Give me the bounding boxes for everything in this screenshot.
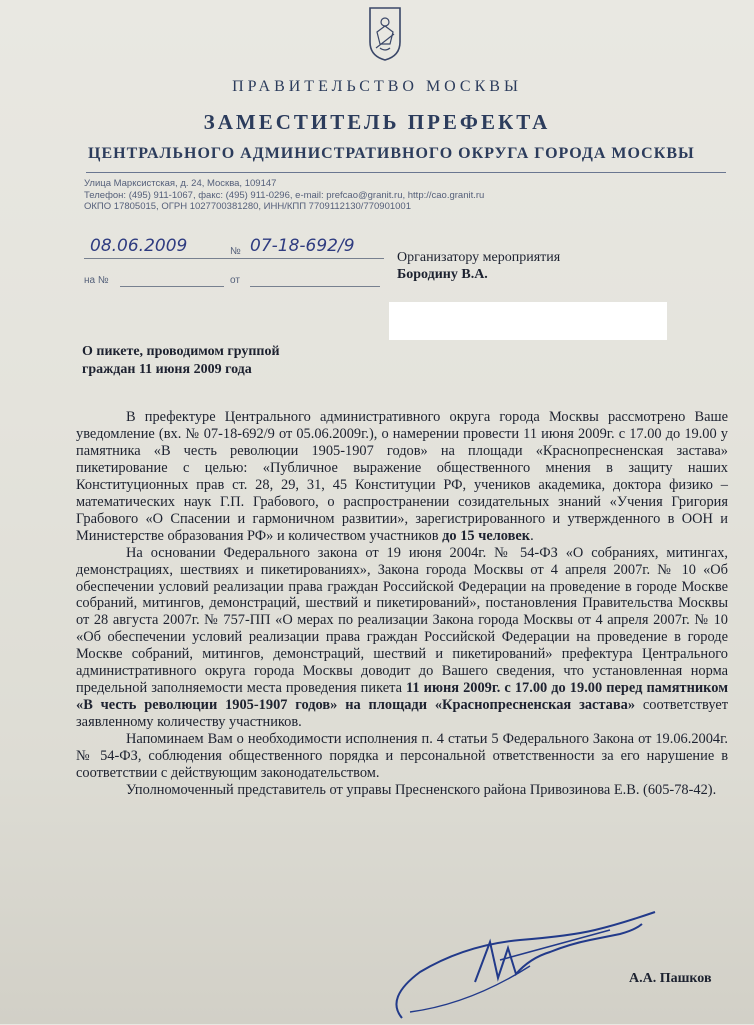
ref-number-label: на № xyxy=(84,275,109,286)
letter-body xyxy=(76,409,728,799)
paragraph-1: В префектуре Центрального административного округа города Москвы рассмотрено Ваше уведомление (вх. № 07-18-692/9 от 05.06.2009г.), о намерении провести 11 июня 2009г. с 17.00 до 19.00 у памятника «В честь революции 1905-1907 годов» на площади «Краснопресненская застава» пикетирование с целью: «Публичное выражение общественного мнения в защиту наших Конституционных прав ст. 28, 29, 31, 45 Конституции РФ, учеников академика, доктора физико – математических наук Г.П. Грабового, о распространении созидательных знаний «Учения Григория Грабового «О Спасении и гармоничном развитии», зарегистрированного и утвержденного в ООН и Министерстве образования РФ» и количеством участников до 15 человек. xyxy=(76,409,728,544)
ref-number-line xyxy=(120,286,224,287)
header-divider xyxy=(86,172,726,173)
recipient-name: Бородину В.А. xyxy=(397,267,488,282)
ref-date-label: от xyxy=(230,275,240,286)
reg-underline xyxy=(84,258,384,259)
subject-line-2: граждан 11 июня 2009 года xyxy=(82,362,252,377)
subject-line-1: О пикете, проводимом группой xyxy=(82,344,280,359)
signatory-name: А.А. Пашков xyxy=(629,971,712,986)
reg-number-label: № xyxy=(230,246,241,257)
paragraph-3: Напоминаем Вам о необходимости исполнения п. 4 статьи 5 Федерального Закона от 19.06.2004г. № 54-ФЗ, соблюдения общественного порядка и персональной ответственности за его нарушение в соответствии с действующим законодательством. xyxy=(76,731,728,782)
reg-date: 08.06.2009 xyxy=(90,236,188,256)
letter-subject xyxy=(82,343,280,379)
reg-number: 07-18-692/9 xyxy=(250,236,355,256)
header-contacts xyxy=(84,178,484,213)
handwritten-signature xyxy=(380,900,680,1025)
codes-line: ОКПО 17805015, ОГРН 1027700381280, ИНН/КПП 7709112130/770901001 xyxy=(84,201,411,212)
paragraph-4: Уполномоченный представитель от управы Пресненского района Привозинова Е.В. (605-78-42). xyxy=(126,781,717,798)
address-line: Улица Марксистская, д. 24, Москва, 109147 xyxy=(84,178,277,189)
header-government: ПРАВИТЕЛЬСТВО МОСКВЫ xyxy=(232,78,522,95)
phone-line: Телефон: (495) 911-1067, факс: (495) 911-0296, e-mail: prefcao@granit.ru, http://cao.granit.ru xyxy=(84,189,485,201)
recipient-role: Организатору мероприятия xyxy=(397,250,561,265)
header-district: ЦЕНТРАЛЬНОГО АДМИНИСТРАТИВНОГО ОКРУГА ГОРОДА МОСКВЫ xyxy=(88,145,695,162)
paragraph-2: На основании Федерального закона от 19 июня 2004г. № 54-ФЗ «О собраниях, митингах, демонстрациях, шествиях и пикетированиях», Закона города Москвы от 4 апреля 2007г. № 10 «Об обеспечении условий реализации права граждан Российской Федерации на проведение в городе Москве собраний, митингов, демонстраций, шествий и пикетирований», постановления Правительства Москвы от 28 августа 2007г. № 757-ПП «О мерах по реализации Закона города Москвы от 4 апреля 2007г. № 10 «Об обеспечении условий реализации права граждан Российской Федерации на проведение в городе Москве собраний, митингов, демонстраций, шествий и пикетирований» префектура Центрального административного округа города Москвы доводит до Вашего сведения, что установленная норма предельной заполняемости места проведения пикета 11 июня 2009г. с 17.00 до 19.00 перед памятником «В честь революции 1905-1907 годов» на площади «Краснопресненская застава» соответствует заявленному количеству участников. xyxy=(76,544,728,731)
redaction-box xyxy=(389,302,667,340)
header-deputy-prefect: ЗАМЕСТИТЕЛЬ ПРЕФЕКТА xyxy=(203,110,551,134)
moscow-coat-of-arms-icon xyxy=(368,4,402,62)
ref-date-line xyxy=(250,286,380,287)
